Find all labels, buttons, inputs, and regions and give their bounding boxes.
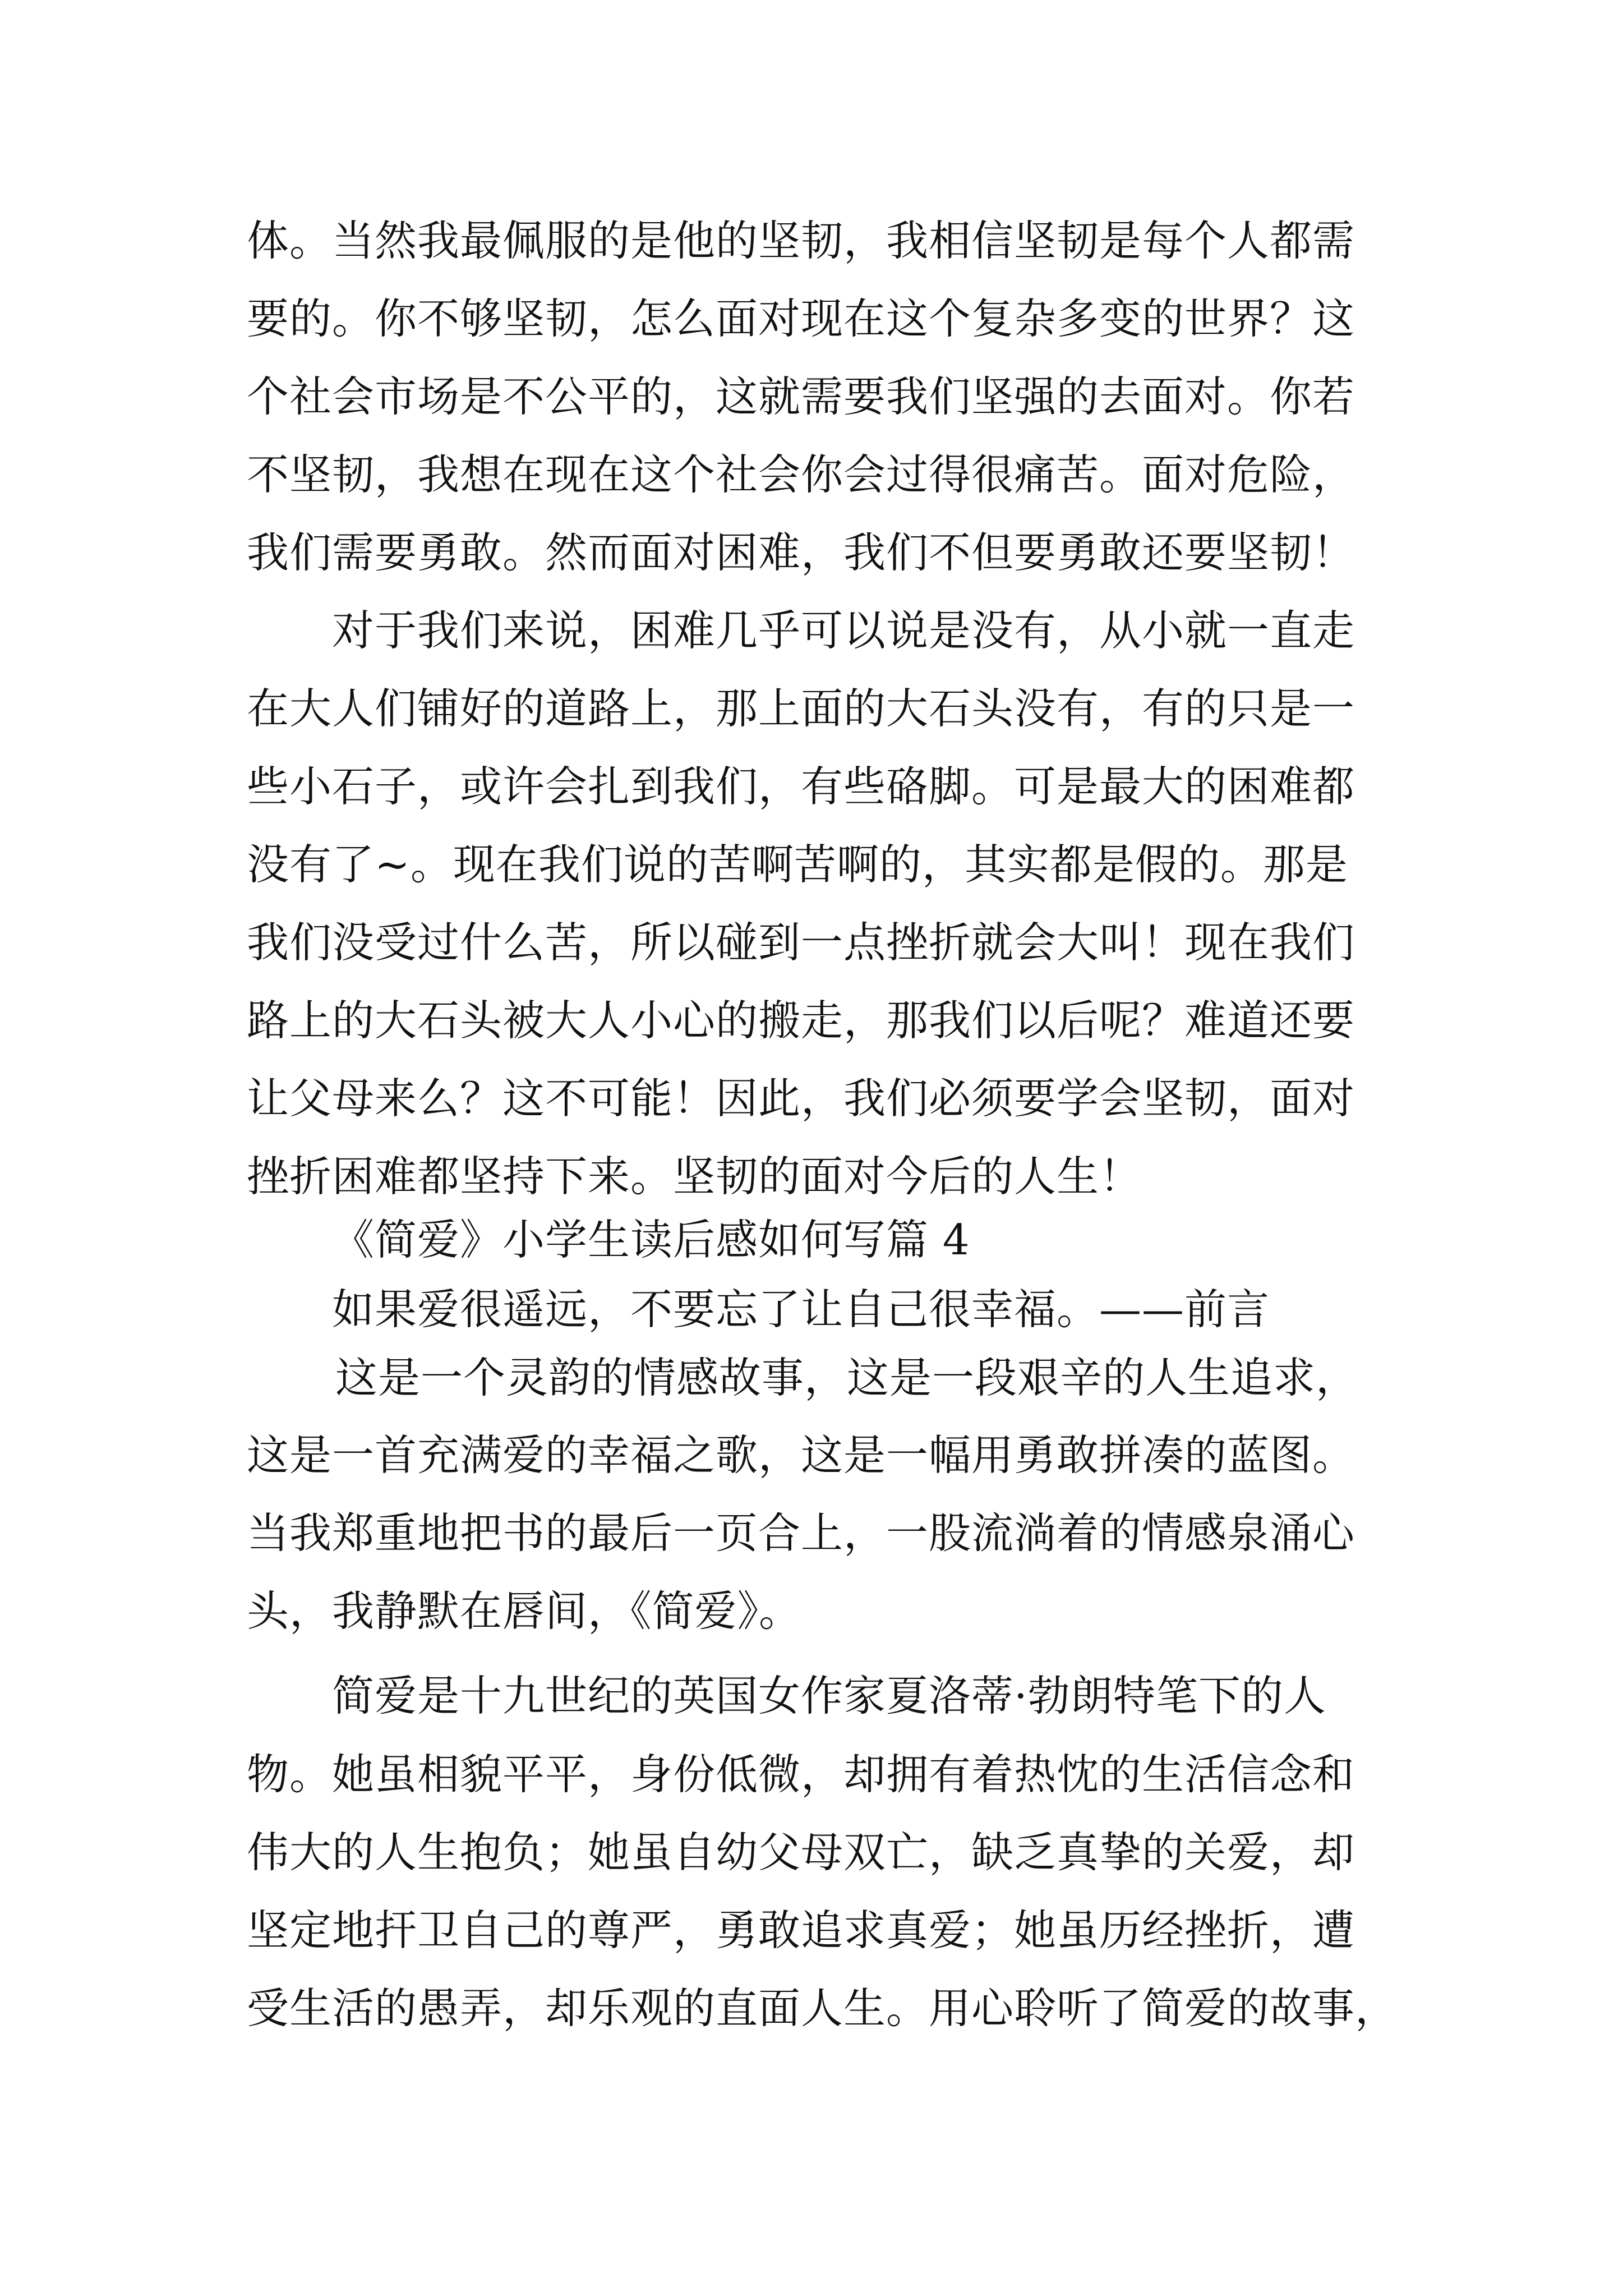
- text-line: 体。当然我最佩服的是他的坚韧，我相信坚韧是每个人都需: [247, 216, 1355, 265]
- text-line: 不坚韧，我想在现在这个社会你会过得很痛苦。面对危险，: [247, 450, 1355, 499]
- text-line: 些小石子，或许会扎到我们，有些硌脚。可是最大的困难都: [247, 762, 1355, 811]
- text-line: 当我郑重地把书的最后一页合上，一股流淌着的情感泉涌心: [247, 1508, 1355, 1558]
- text-line: 挫折困难都坚持下来。坚韧的面对今后的人生！: [247, 1152, 1142, 1201]
- text-line: 头，我静默在唇间，《简爱》。: [247, 1586, 802, 1636]
- text-line: 我们没受过什么苦，所以碰到一点挫折就会大叫！现在我们: [247, 918, 1355, 967]
- text-line: 这是一个灵韵的情感故事，这是一段艰辛的人生追求，: [335, 1353, 1359, 1402]
- text-line: 要的。你不够坚韧，怎么面对现在这个复杂多变的世界？这: [247, 294, 1355, 343]
- text-line: 伟大的人生抱负；她虽自幼父母双亡，缺乏真挚的关爱，却: [247, 1828, 1355, 1877]
- text-line: 如果爱很遥远，不要忘了让自己很幸福。——前言: [332, 1285, 1270, 1334]
- text-line: 路上的大石头被大人小心的搬走，那我们以后呢？难道还要: [247, 996, 1355, 1045]
- text-line: 对于我们来说，困难几乎可以说是没有，从小就一直走: [332, 606, 1355, 655]
- text-line: 受生活的愚弄，却乐观的直面人生。用心聆听了简爱的故事，: [247, 1984, 1398, 2033]
- text-line: 让父母来么？这不可能！因此，我们必须要学会坚韧，面对: [247, 1074, 1355, 1123]
- text-line: 没有了~。现在我们说的苦啊苦啊的，其实都是假的。那是: [247, 840, 1348, 889]
- text-line: 坚定地扞卫自己的尊严，勇敢追求真爱；她虽历经挫折，遭: [247, 1906, 1355, 1955]
- section-heading: 《简爱》小学生读后感如何写篇 4: [332, 1215, 970, 1264]
- text-line: 物。她虽相貌平平，身份低微，却拥有着热忱的生活信念和: [247, 1750, 1355, 1799]
- text-line: 个社会市场是不公平的，这就需要我们坚强的去面对。你若: [247, 372, 1355, 421]
- text-line: 我们需要勇敢。然而面对困难，我们不但要勇敢还要坚韧！: [247, 528, 1355, 577]
- text-line: 这是一首充满爱的幸福之歌，这是一幅用勇敢拼凑的蓝图。: [247, 1430, 1355, 1480]
- text-line: 简爱是十九世纪的英国女作家夏洛蒂·勃朗特笔下的人: [332, 1671, 1326, 1720]
- text-line: 在大人们铺好的道路上，那上面的大石头没有，有的只是一: [247, 684, 1355, 733]
